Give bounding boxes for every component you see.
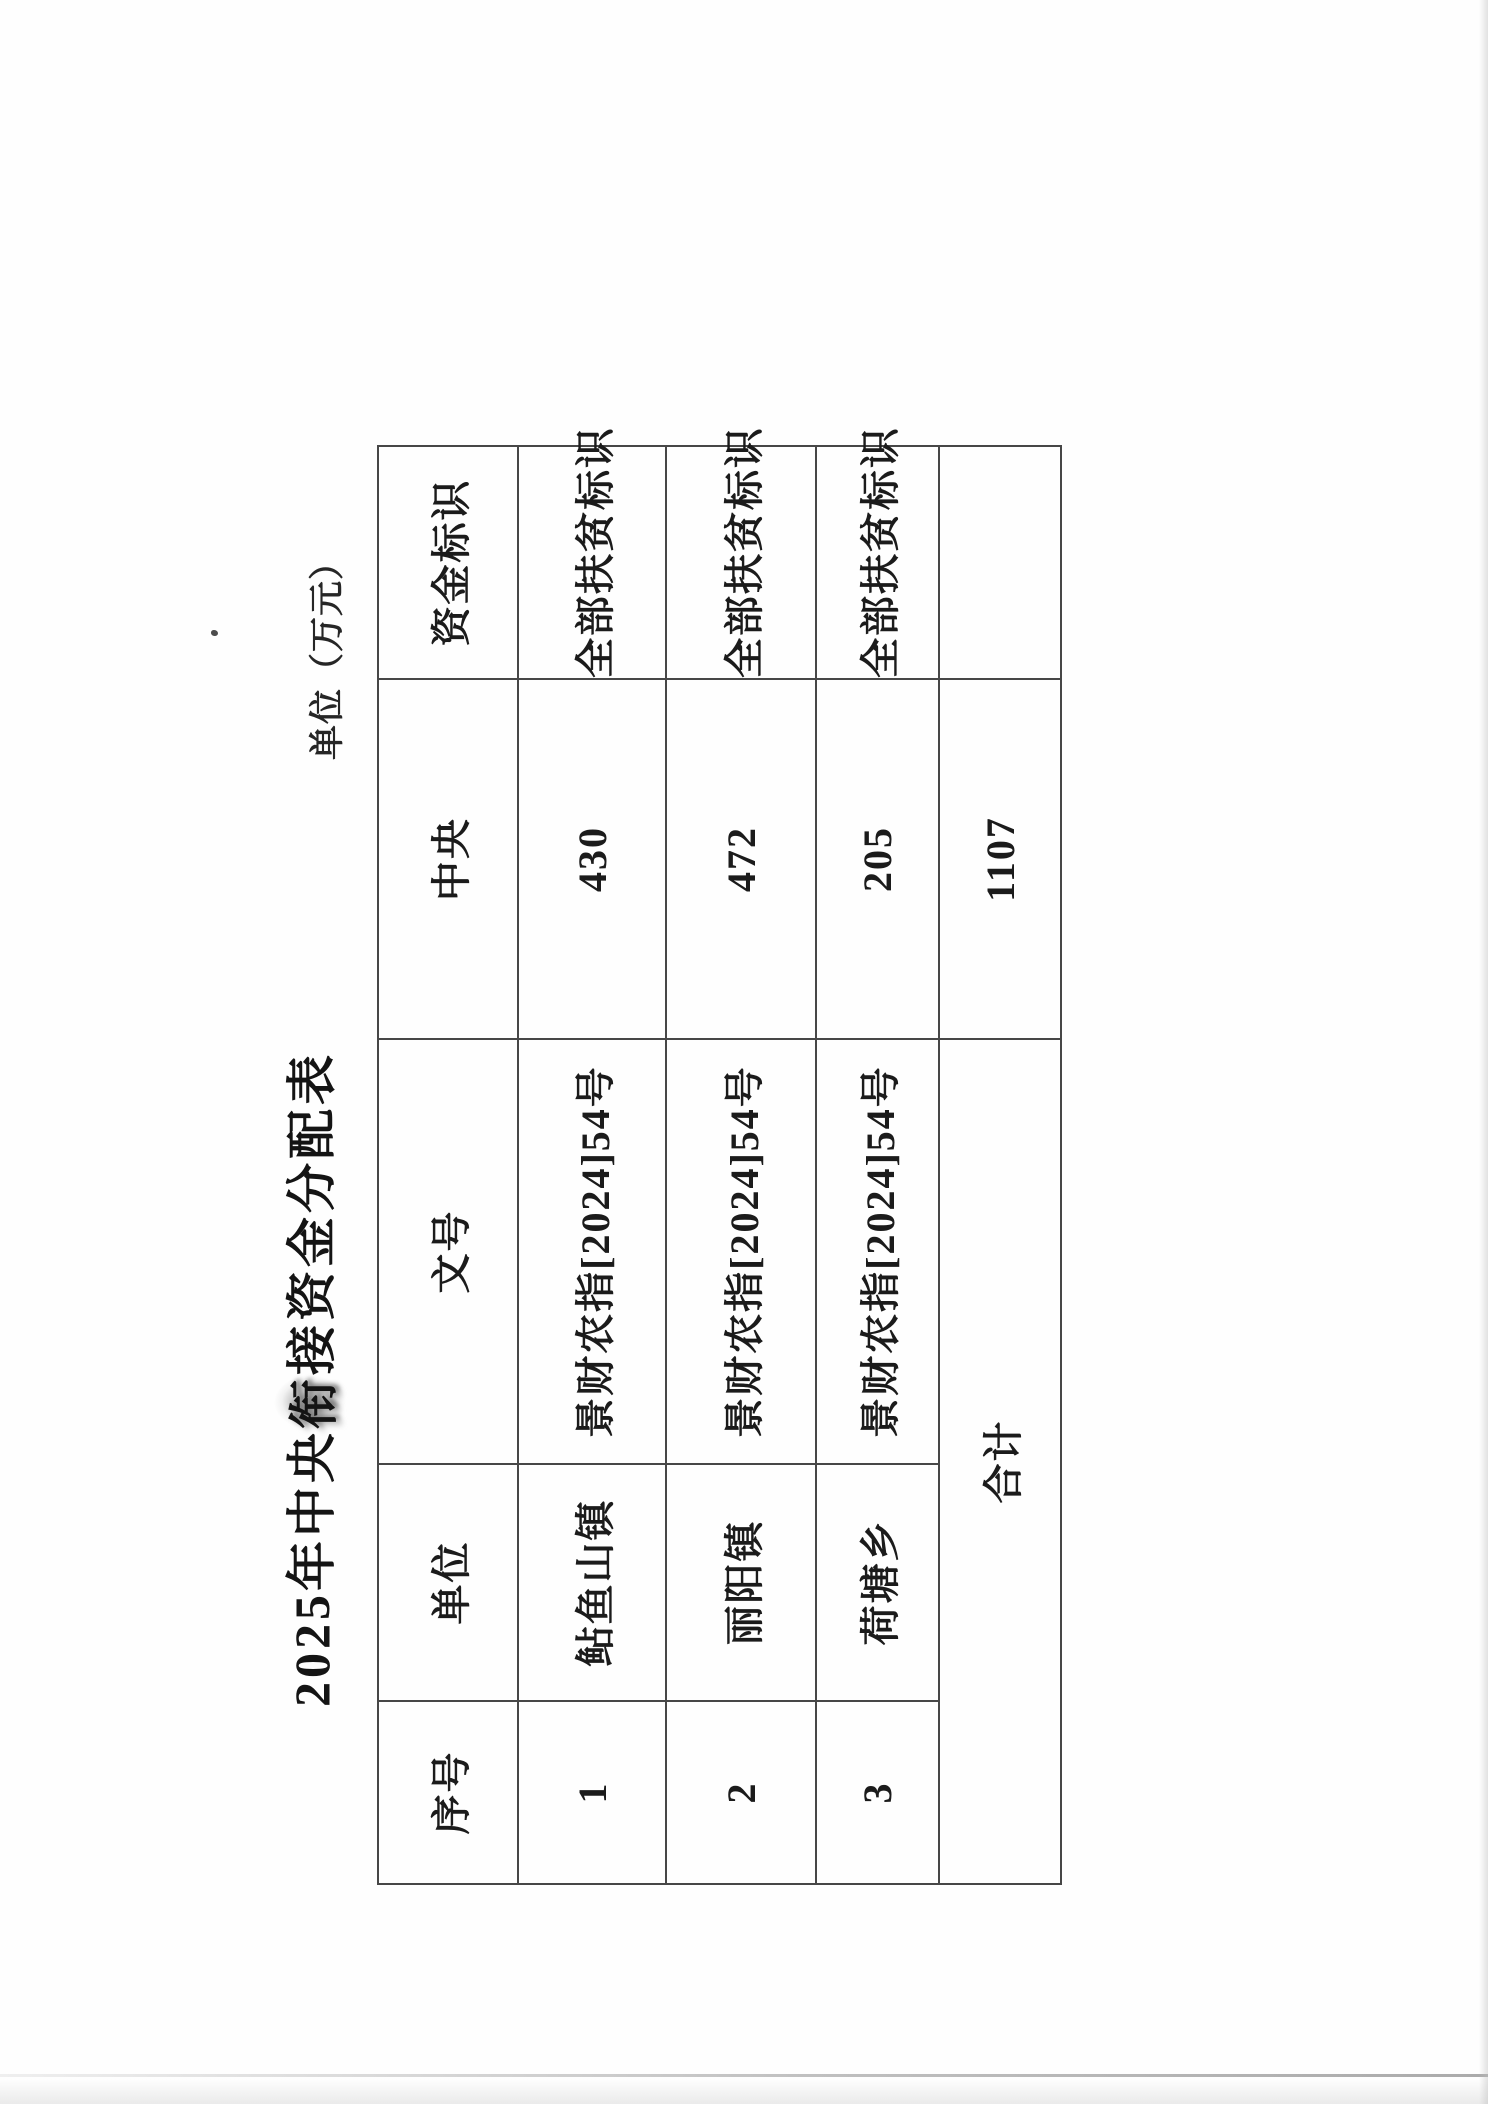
table-header-row (378, 446, 518, 1884)
allocation-table (377, 426, 1062, 1885)
header-flag: 资金标识 (378, 446, 518, 679)
header-central: 中央 (378, 679, 518, 1039)
title-part1: 2025年中央 (284, 1429, 340, 1707)
header-seq: 序号 (378, 1701, 518, 1884)
total-flag-empty (939, 446, 1061, 679)
cell-org: 鲇鱼山镇 (518, 1464, 666, 1701)
cell-docno: 景财农指[2024]54号 (816, 1039, 939, 1464)
cell-org: 荷塘乡 (816, 1464, 939, 1701)
scan-bottom-shadow (0, 2079, 1488, 2104)
cell-central: 430 (518, 679, 666, 1039)
header-docno: 文号 (378, 1039, 518, 1464)
cell-seq: 2 (666, 1701, 816, 1884)
cell-seq: 3 (816, 1701, 939, 1884)
cell-flag: 全部扶贫标识 (816, 446, 939, 679)
ink-speck (211, 630, 218, 636)
table-row (816, 446, 939, 1884)
total-central: 1107 (939, 679, 1061, 1039)
cell-central: 205 (816, 679, 939, 1039)
cell-docno: 景财农指[2024]54号 (666, 1039, 816, 1464)
total-label: 合计 (939, 1039, 1061, 1884)
header-org: 单位 (378, 1464, 518, 1701)
table-total-row (939, 446, 1061, 1884)
document-title (272, 1007, 342, 1707)
cell-org: 丽阳镇 (666, 1464, 816, 1701)
cell-seq: 1 (518, 1701, 666, 1884)
unit-note: 单位（万元） (308, 543, 347, 760)
cell-central: 472 (666, 679, 816, 1039)
cell-flag: 全部扶贫标识 (518, 446, 666, 679)
table-row (518, 446, 666, 1884)
scan-right-edge-shadow (1479, 0, 1488, 2104)
title-smudged-char: 衔 (274, 1375, 346, 1429)
cell-flag: 全部扶贫标识 (666, 446, 816, 679)
scan-bottom-edge-line (0, 2074, 1488, 2077)
table-row (666, 446, 816, 1884)
cell-docno: 景财农指[2024]54号 (518, 1039, 666, 1464)
title-part2: 接资金分配表 (284, 1051, 340, 1375)
